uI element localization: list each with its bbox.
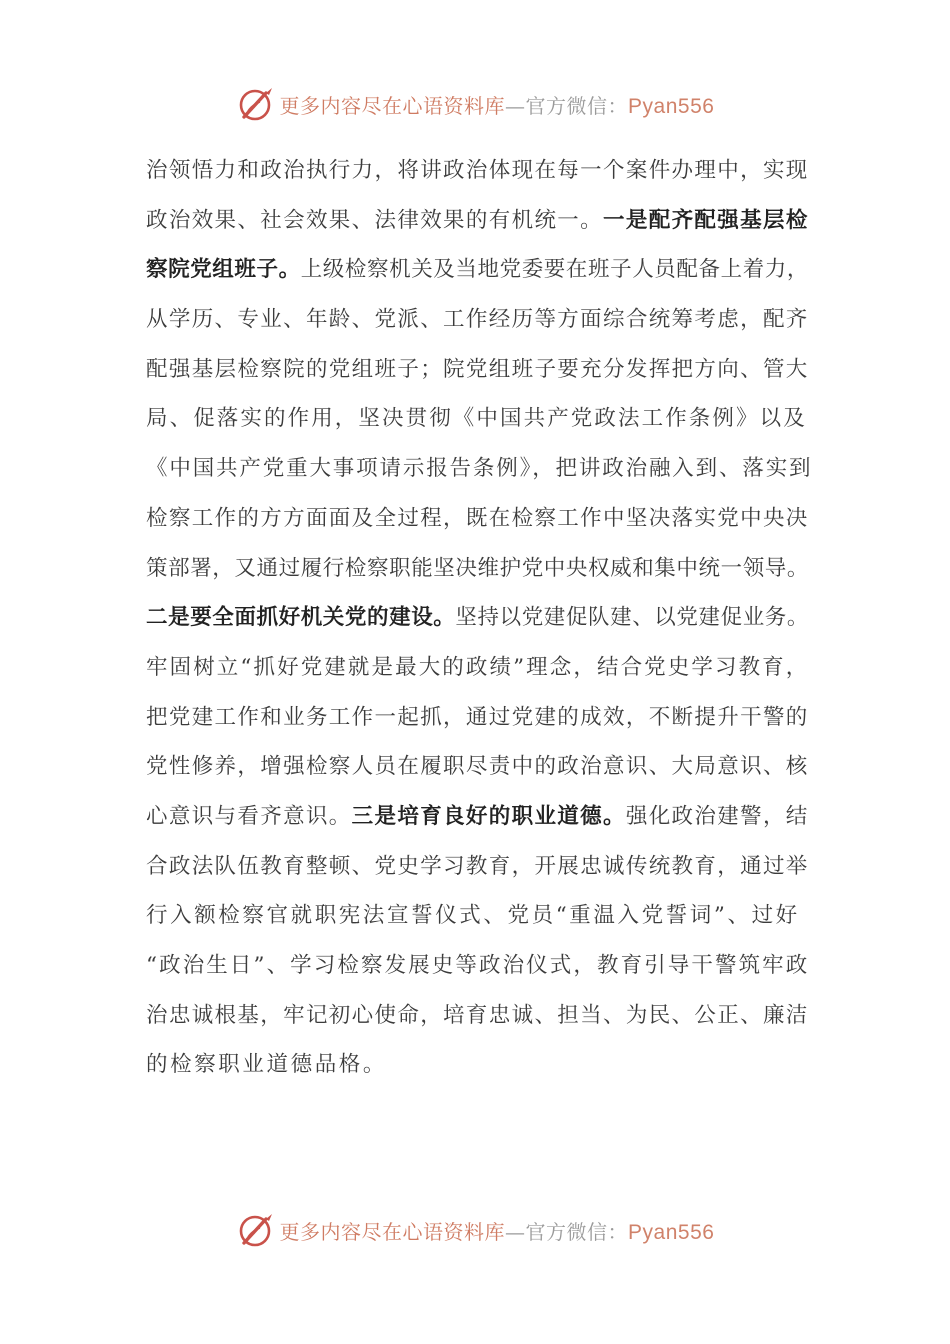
body-text: 治忠诚根基，牢记初心使命，培育忠诚、担当、为民、公正、廉洁 <box>146 1002 809 1028</box>
text-line <box>146 643 812 693</box>
text-line <box>146 345 812 395</box>
footer-text-sub: —官方微信： <box>505 1219 629 1244</box>
text-line <box>146 842 812 892</box>
body-text: “政治生日”、学习检察发展史等政治仪式，教育引导干警筑牢政 <box>146 953 810 978</box>
body-text: 行入额检察官就职宪法宣誓仪式、党员“重温入党誓词”、过好 <box>146 903 800 929</box>
body-text: 上级检察机关及当地党委要在班子人员配备上着力， <box>300 257 810 283</box>
text-line <box>146 941 812 991</box>
text-line <box>146 792 812 842</box>
pen-logo-icon <box>236 84 276 124</box>
bold-heading-text: 察院党组班子。 <box>146 257 301 283</box>
text-line <box>146 196 812 246</box>
body-text: 牢固树立“抓好党建就是最大的政绩”理念，结合党史学习教育， <box>146 654 810 680</box>
body-text: 治领悟力和政治执行力，将讲政治体现在每一个案件办理中，实现 <box>146 158 809 183</box>
body-text: 《中国共产党重大事项请示报告条例》，把讲政治融入到、落实到 <box>146 456 813 482</box>
body-text: 从学历、专业、年龄、党派、工作经历等方面综合统筹考虑，配齐 <box>146 307 809 333</box>
header-text-main: 更多内容尽在心语资料库 <box>279 93 506 118</box>
footer-text-id: Pyan556 <box>628 1220 715 1244</box>
text-line <box>146 494 812 544</box>
footer-text-main: 更多内容尽在心语资料库 <box>279 1219 506 1244</box>
text-line <box>146 394 812 444</box>
pen-logo-icon <box>236 1210 276 1250</box>
text-line <box>146 295 812 345</box>
body-text: 党性修养，增强检察人员在履职尽责中的政治意识、大局意识、核 <box>146 754 809 780</box>
bold-heading-text: 三是培育良好的职业道德。 <box>351 803 626 829</box>
body-text: 检察工作的方方面面及全过程，既在检察工作中坚决落实党中央决 <box>146 505 809 531</box>
text-line <box>146 593 812 643</box>
footer-watermark-text <box>280 1216 715 1245</box>
text-line <box>146 742 812 792</box>
text-line <box>146 1040 812 1090</box>
body-text: 的检察职业道德品格。 <box>146 1052 388 1078</box>
body-text: 政治效果、社会效果、法律效果的有机统一。 <box>146 207 604 233</box>
document-body <box>146 146 812 1090</box>
body-text: 配强基层检察院的党组班子；院党组班子要充分发挥把方向、管大 <box>146 356 809 382</box>
header-text-id: Pyan556 <box>628 94 715 118</box>
text-line <box>146 444 812 494</box>
bold-heading-text: 一是配齐配强基层检 <box>603 207 809 233</box>
body-text: 把党建工作和业务工作一起抓，通过党建的成效，不断提升干警的 <box>146 704 809 730</box>
header-text-sub: —官方微信： <box>505 93 629 118</box>
text-line <box>146 891 812 941</box>
bold-heading-text: 二是要全面抓好机关党的建设。 <box>146 605 456 631</box>
body-text: 局、促落实的作用，坚决贯彻《中国共产党政法工作条例》以及 <box>146 406 807 432</box>
body-text: 坚持以党建促队建、以党建促业务。 <box>455 605 810 631</box>
header-banner <box>0 82 950 126</box>
text-line <box>146 245 812 295</box>
body-text: 强化政治建警，结 <box>625 803 809 829</box>
body-text: 策部署，又通过履行检察职能坚决维护党中央权威和集中统一领导。 <box>146 555 810 581</box>
body-text: 心意识与看齐意识。 <box>146 803 352 829</box>
footer-banner <box>0 1208 950 1252</box>
header-watermark-text <box>280 90 715 119</box>
text-line <box>146 146 812 196</box>
text-line <box>146 693 812 743</box>
text-line <box>146 991 812 1041</box>
body-text: 合政法队伍教育整顿、党史学习教育，开展忠诚传统教育，通过举 <box>146 853 809 879</box>
text-line <box>146 544 812 594</box>
